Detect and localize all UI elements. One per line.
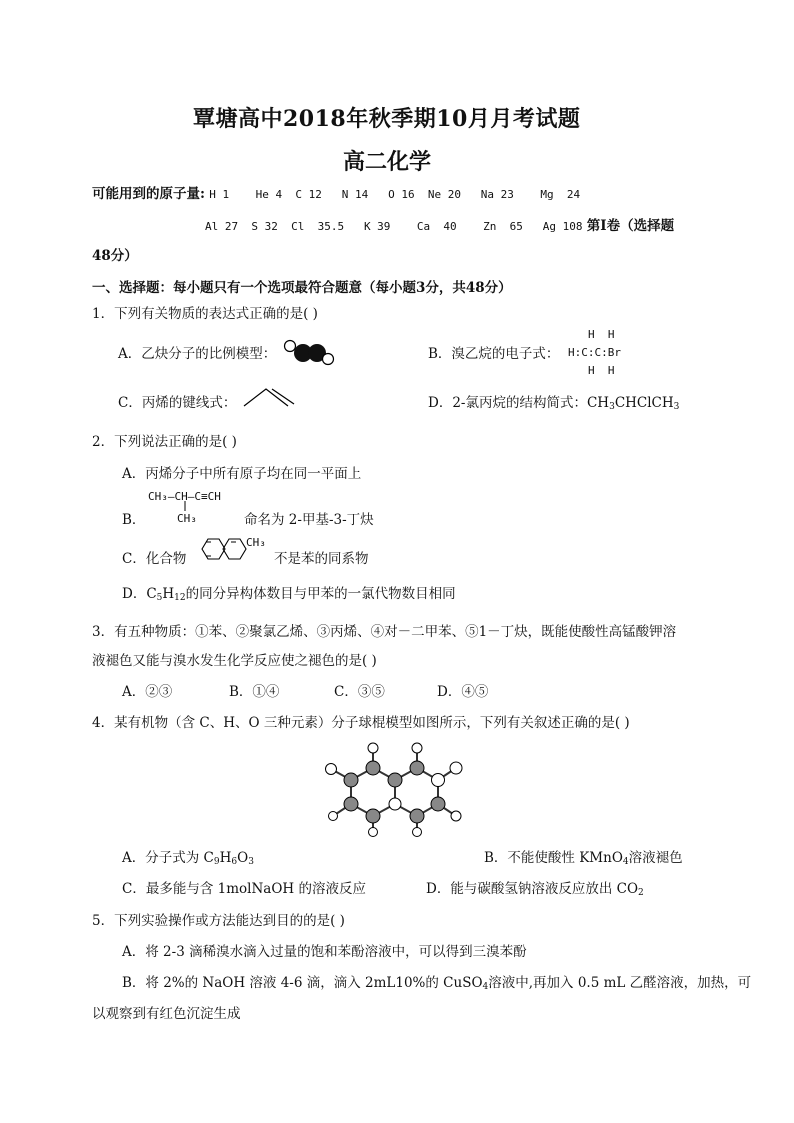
q1-option-d-text: D．2-氯丙烷的结构简式：CH [428,395,610,411]
q4-option-a: A．分子式为 $C_9H_6O_3$ [122,850,254,867]
atomic-mass-line1 [92,185,580,204]
q3-option-b: B．①④ [229,684,280,700]
q1-option-c: C．丙烯的键线式： [118,395,237,411]
atomic-mass-values1: H 1 He 4 C 12 N 14 O 16 Ne 20 Na 23 Mg 24 [209,188,581,201]
acetylene-model-icon [282,338,337,368]
propene-skeletal-icon [242,386,298,410]
q2-struct-bottom: CH₃ [177,512,197,525]
q4-stem: 4．某有机物（含 C、H、O 三种元素）分子球棍模型如图所示，下列有关叙述正确的是( ) [92,715,630,731]
q5-option-b-pre: B．将 2%的 NaOH 溶液 4-6 滴，滴入 2mL10%的 CuSO [122,975,483,991]
q2-struct-top: CH₃—CH—C≡CH [148,490,221,503]
q4-option-b: B．不能使酸性 KMnO$_4$溶液褪色 [484,850,683,867]
q2-option-c-prefix: C．化合物 [122,551,187,567]
section-heading: 一、选择题：每小题只有一个选项最符合题意（每小题3分，共48分） [92,280,512,296]
bromoethane-h-top: H H [588,328,615,341]
bromoethane-h-bottom: H H [588,364,615,377]
q3-stem-line1: 3．有五种物质：①苯、②聚氯乙烯、③丙烯、④对－二甲苯、⑤1－丁炔，既能使酸性高锰酸钾溶 [92,624,677,640]
atomic-mass-values2: Al 27 S 32 Cl 35.5 K 39 Ca 40 Zn 65 Ag 108 [205,220,583,233]
ball-stick-model-icon [318,736,468,840]
atomic-mass-label: 可能用到的原子量: [92,186,205,202]
methylnaphthalene-icon [198,533,248,565]
q3-option-a: A．②③ [122,684,173,700]
q2-option-d: D．$C_5H_{12}$的同分异构体数目与甲苯的一氯代物数目相同 [122,586,456,603]
q1-option-d-tail: CHClCH [614,395,674,411]
q2-option-b-prefix: B． [122,512,146,528]
q5-option-b-line1: B．将 2%的 NaOH 溶液 4-6 滴，滴入 2mL10%的 CuSO$_4$溶液中,再加入 0.5 mL 乙醛溶液，加热，可 [122,975,752,992]
q2-option-c-methyl: CH₃ [246,536,266,549]
q4-option-d-text: D．能与碳酸氢钠溶液反应放出 CO [426,881,639,897]
q5-option-b-line2: 以观察到有红色沉淀生成 [92,1006,241,1022]
q2-stem: 2．下列说法正确的是( ) [92,434,237,450]
q3-option-c: C．③⑤ [334,684,385,700]
exam-subject: 高二化学 [343,149,432,175]
q1-stem: 1．下列有关物质的表达式正确的是( ) [92,306,318,322]
volume-score: 48分） [92,248,138,264]
q3-stem-line2: 液褪色又能与溴水发生化学反应使之褪色的是( ) [92,653,377,669]
q2-struct-bond [183,501,187,511]
q4-option-d: D．能与碳酸氢钠溶液反应放出 $CO_2$ [426,881,644,898]
q2-option-b-text: 命名为 2-甲基-3-丁炔 [244,512,374,528]
q4-option-a-text: A．分子式为 C [122,850,214,866]
q4-option-b-text: B．不能使酸性 KMnO [484,850,623,866]
q2-option-d-text: 的同分异构体数目与甲苯的一氯代物数目相同 [185,586,456,602]
q5-stem: 5．下列实验操作或方法能达到目的的是( ) [92,913,345,929]
q2-option-c-text: 不是苯的同系物 [274,551,369,567]
q4-option-b-tail: 溶液褪色 [628,850,683,866]
q2-option-a: A．丙烯分子中所有原子均在同一平面上 [122,466,362,482]
q1-option-b: B．溴乙烷的电子式： [428,346,560,362]
volume-label: 第Ⅰ卷（选择题 [586,218,675,234]
q5-option-b-post: 溶液中,再加入 0.5 mL 乙醛溶液，加热，可 [488,975,752,991]
exam-title: 覃塘高中2018年秋季期10月月考试题 [193,106,581,132]
q1-option-a: A．乙炔分子的比例模型： [118,346,277,362]
q4-option-c: C．最多能与含 1molNaOH 的溶液反应 [122,881,366,897]
q3-option-d: D．④⑤ [437,684,489,700]
bromoethane-main: H:C:C:Br [568,346,621,359]
atomic-mass-line2 [205,217,674,236]
q1-option-d: D．2-氯丙烷的结构简式：$CH_3CHClCH_3$ [428,395,680,412]
q5-option-a: A．将 2-3 滴稀溴水滴入过量的饱和苯酚溶液中，可以得到三溴苯酚 [122,944,527,960]
